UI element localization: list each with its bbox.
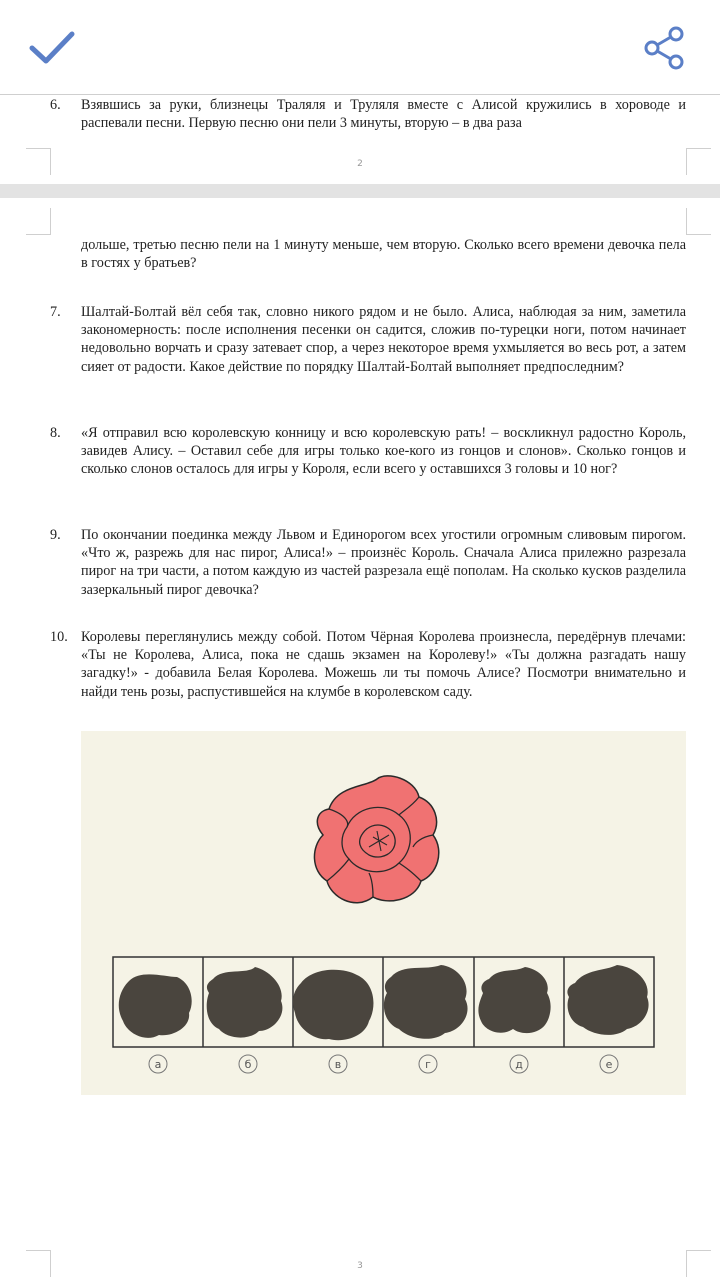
question-9	[50, 526, 686, 599]
question-text: По окончании поединка между Львом и Единорогом всех угостили огромным сливовым пирогом. «Что ж, разрежь для нас пирог, Алиса!» – произнёс Король. Сначала Алиса прилежно разрезала пирог на три части, а потом каждую из частей разрезала ещё пополам. На сколько кусков разделила зазеркальный пирог девочка?	[81, 527, 686, 598]
option-label-b: б	[244, 1058, 252, 1071]
question-10	[50, 628, 686, 701]
option-label-e: е	[605, 1058, 613, 1071]
page-2-bottom	[0, 94, 720, 144]
crop-mark	[26, 208, 51, 235]
question-number: 9.	[50, 527, 61, 543]
rose-shadow-g[interactable]	[384, 965, 468, 1039]
rose-shadow-puzzle	[81, 731, 686, 1095]
puzzle-svg	[81, 731, 686, 1095]
rose-icon	[314, 776, 438, 903]
question-number: 10.	[50, 629, 68, 645]
question-text: «Я отправил всю королевскую конницу и всю королевскую рать! – воскликнул радостно Король, завидев Алису. – Оставил себе для игры только кое-кого из гонцов и слонов». Сколько гонцов и сколько слонов осталось для игры у Короля, если всего у оставшихся 3 головы и 10 ног?	[81, 425, 686, 478]
question-8	[50, 424, 686, 479]
question-number: 6.	[50, 97, 61, 113]
crop-mark	[686, 208, 711, 235]
share-icon[interactable]	[640, 24, 688, 72]
option-label-g: г	[425, 1058, 431, 1071]
page-number: 2	[357, 159, 363, 169]
rose-shadow-v[interactable]	[293, 970, 373, 1040]
question-6-part-1	[50, 96, 686, 132]
page-number: 3	[357, 1261, 363, 1271]
top-toolbar	[0, 0, 720, 95]
question-number: 7.	[50, 304, 61, 320]
option-label-v: в	[334, 1058, 342, 1071]
rose-shadow-e[interactable]	[567, 965, 648, 1035]
question-text: дольше, третью песню пели на 1 минуту меньше, чем вторую. Сколько всего времени девочка пела в гостях у братьев?	[81, 237, 686, 272]
rose-shadow-b[interactable]	[207, 967, 283, 1038]
question-text: Шалтай-Болтай вёл себя так, словно никого рядом и не было. Алиса, наблюдая за ним, заметила закономерность: после исполнения песенки он садится, сложив по-турецки ноги, потом начинает недовольно ворчать и сразу затевает спор, а через некоторое время ухмыляется во весь рот, а затем сияет от радости. Какое действие по порядку Шалтай-Болтай выполняет предпоследним?	[81, 304, 686, 375]
rose-shadow-d[interactable]	[478, 967, 550, 1033]
question-7	[50, 303, 686, 376]
rose-shadow-a[interactable]	[119, 974, 192, 1037]
option-label-d: д	[515, 1058, 523, 1071]
option-label-a: а	[154, 1058, 162, 1071]
check-icon[interactable]	[28, 28, 76, 68]
question-6-part-2	[50, 236, 686, 272]
question-text: Взявшись за руки, близнецы Траляля и Труляля вместе с Алисой кружились в хороводе и распевали песни. Первую песню они пели 3 минуты, вторую – в два раза	[81, 97, 686, 132]
question-text: Королевы переглянулись между собой. Потом Чёрная Королева произнесла, передёрнув плечами: «Ты не Королева, Алиса, пока не сдашь экзамен на Королеву!» «Ты должна разгадать нашу загадку!» - добавила Белая Королева. Можешь ли ты помочь Алисе? Посмотри внимательно и найди тень розы, распустившейся на клумбе в королевском саду.	[81, 629, 686, 700]
page-separator	[0, 184, 720, 198]
question-number: 8.	[50, 425, 61, 441]
